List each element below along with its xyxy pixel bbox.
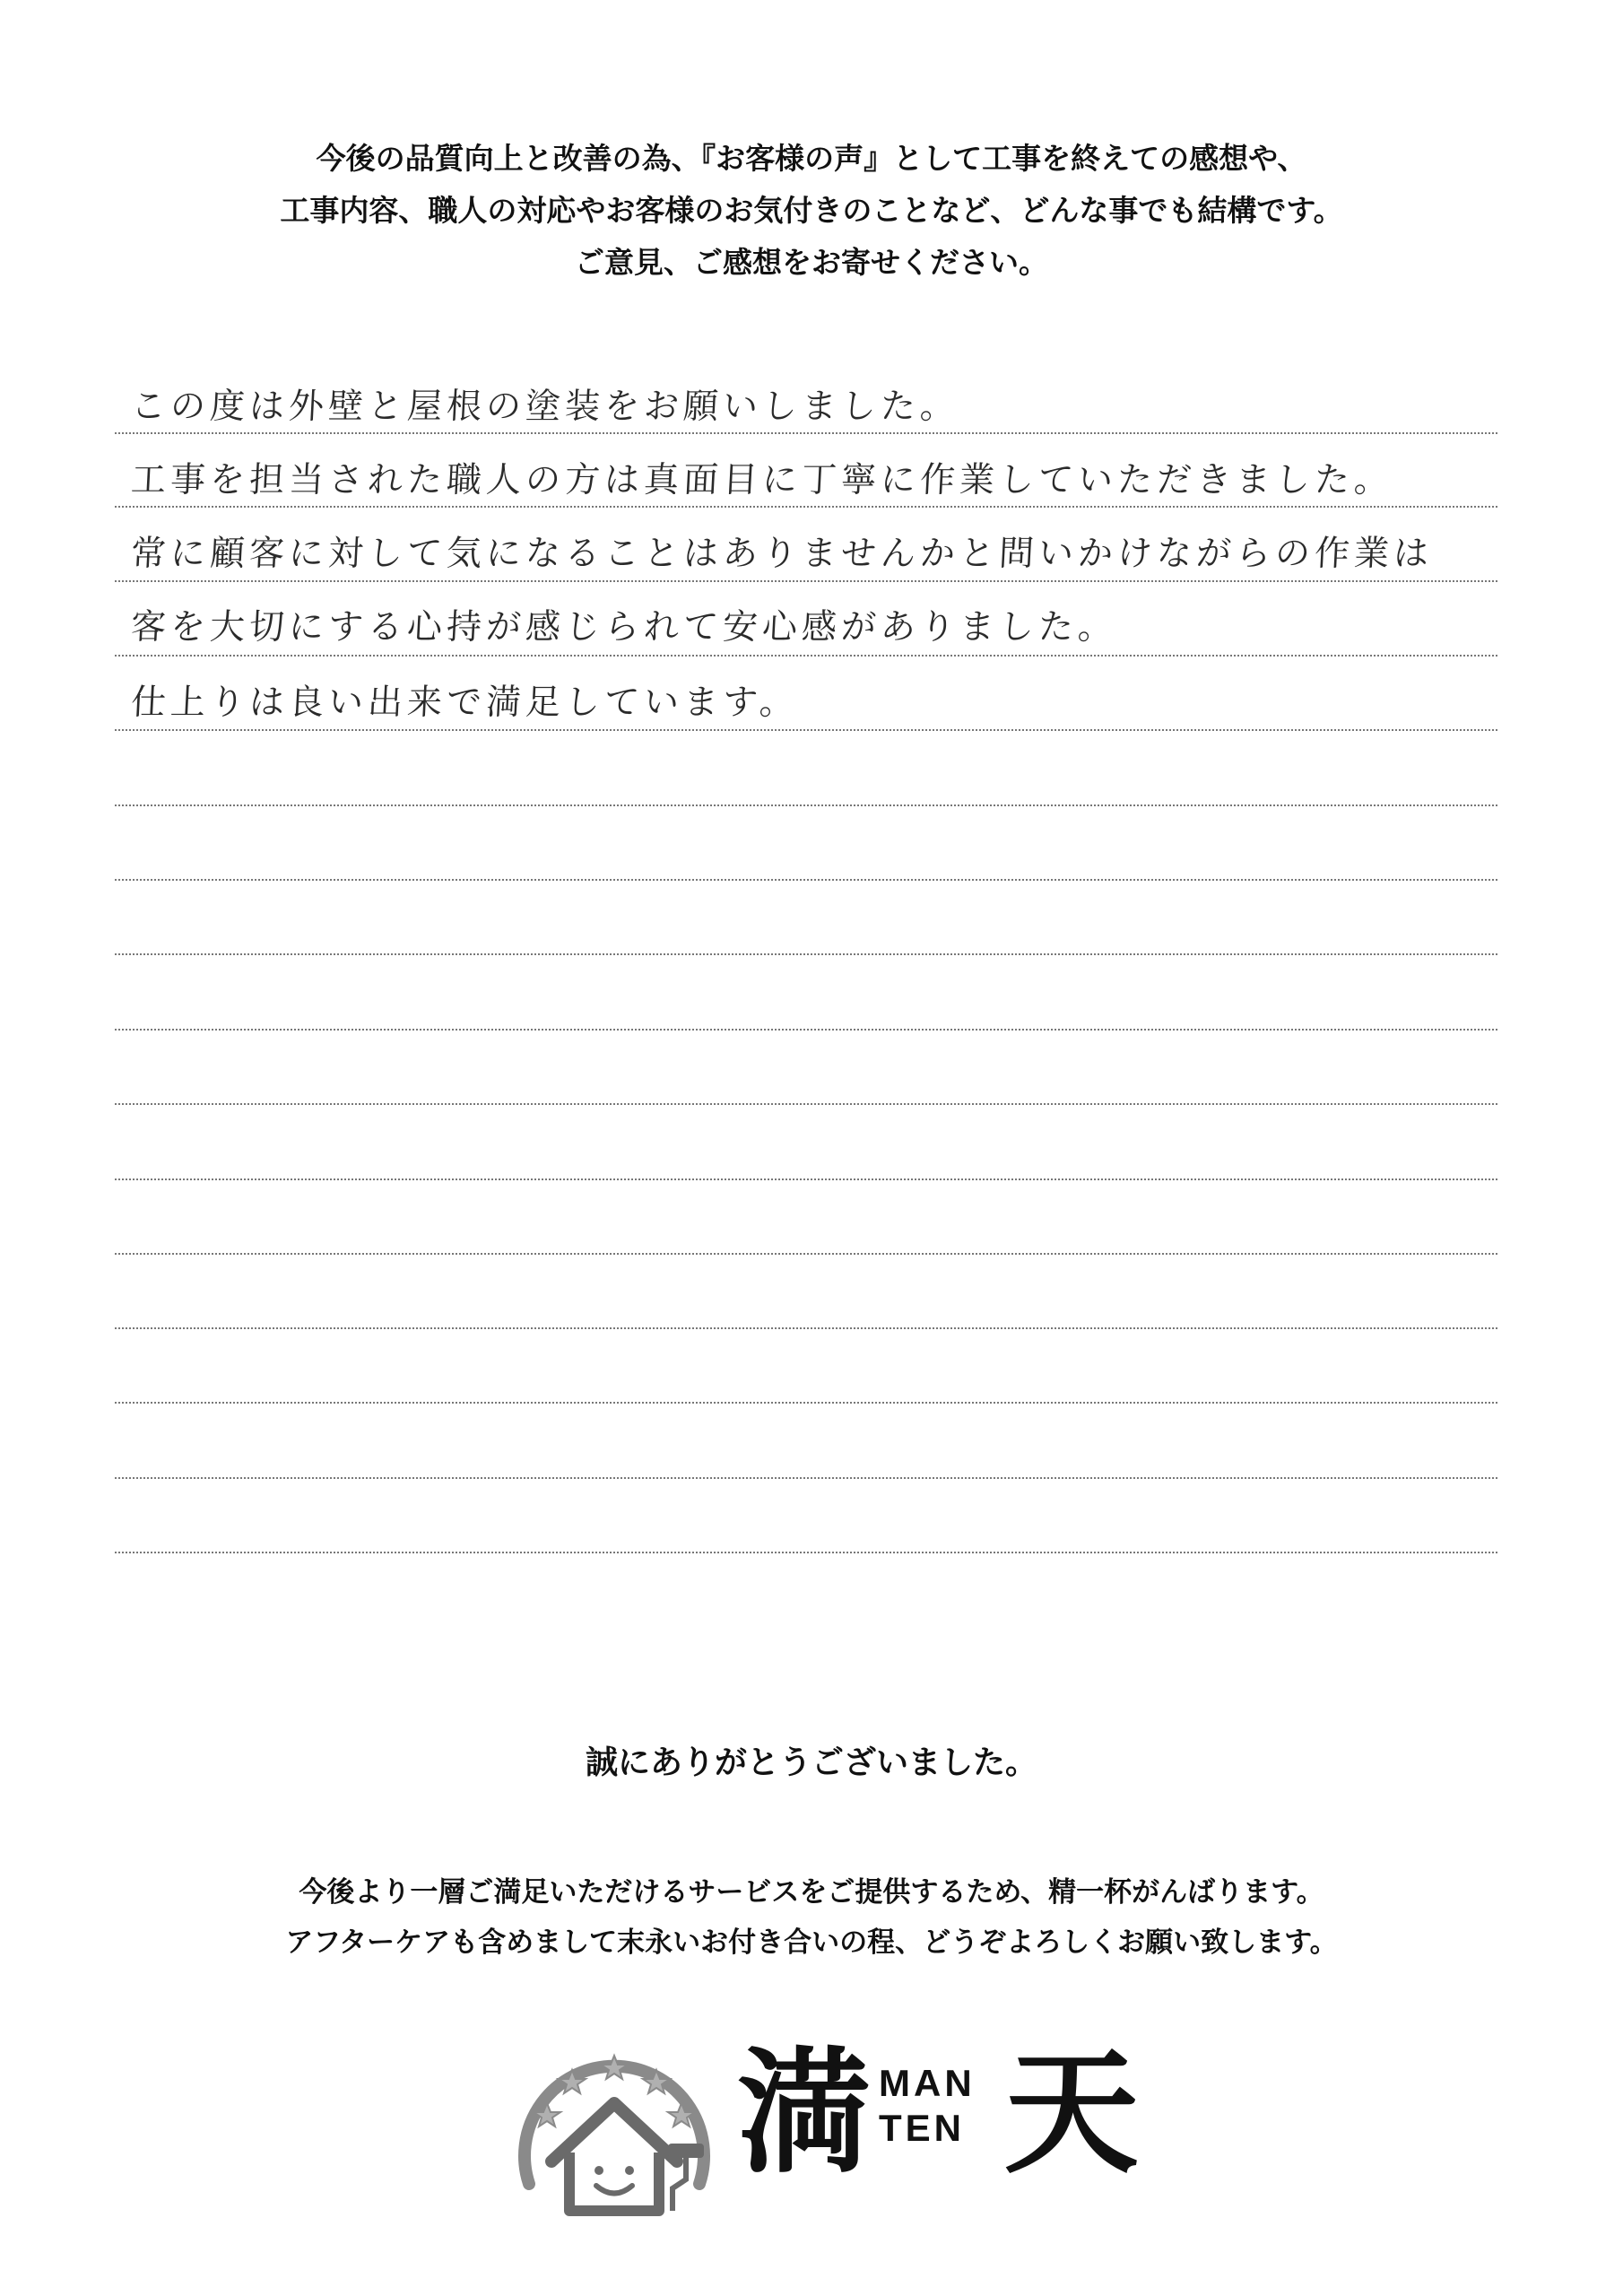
instruction-line: 今後の品質向上と改善の為、『お客様の声』として工事を終えての感想や、 xyxy=(316,141,1307,176)
ruled-line xyxy=(115,1552,1497,1553)
ruled-line xyxy=(115,1029,1497,1031)
handwritten-line: 常に顧客に対して気になることはありませんかと問いかけながらの作業は xyxy=(129,534,1435,574)
closing-line: 今後より一層ご満足いただけるサービスをご提供するため、精一杯がんばります。 xyxy=(299,1876,1324,1909)
comment-sheet xyxy=(115,377,1497,1632)
handwritten-line: 客を大切にする心持が感じられて安心感がありました。 xyxy=(129,607,1119,648)
handwritten-line: この度は外壁と屋根の塗装をお願いしました。 xyxy=(129,387,961,427)
house-with-stars-logo-icon xyxy=(502,2009,726,2233)
ruled-line xyxy=(115,1103,1497,1105)
logo-roman-text xyxy=(879,2061,976,2151)
thanks-message: 誠にありがとうございました。 xyxy=(585,1744,1037,1781)
ruled-line xyxy=(115,953,1497,955)
instruction-line: ご意見、ご感想をお寄せください。 xyxy=(575,245,1048,280)
logo-roman-bottom: TEN xyxy=(879,2107,965,2149)
logo-kanji-man: 満 xyxy=(737,2036,872,2192)
form-instructions xyxy=(0,133,1623,289)
handwritten-line: 工事を担当された職人の方は真面目に丁寧に作業していただきました。 xyxy=(129,460,1395,500)
logo-kanji-ten: 天 xyxy=(1004,2036,1140,2192)
instruction-line: 工事内容、職人の対応やお客様のお気付きのことなど、どんな事でも結構です。 xyxy=(280,193,1343,228)
ruled-line xyxy=(115,1402,1497,1404)
ruled-line xyxy=(115,879,1497,881)
ruled-line xyxy=(115,1327,1497,1329)
closing-message xyxy=(0,1867,1623,1968)
company-logo xyxy=(502,2000,1148,2242)
ruled-line xyxy=(115,1477,1497,1479)
ruled-line xyxy=(115,804,1497,806)
closing-line: アフターケアも含めまして末永いお付き合いの程、どうぞよろしくお願い致します。 xyxy=(285,1926,1338,1959)
handwritten-line: 仕上りは良い出来で満足しています。 xyxy=(129,683,801,723)
ruled-line xyxy=(115,1178,1497,1180)
ruled-line xyxy=(115,1253,1497,1255)
ruled-line xyxy=(115,655,1497,657)
logo-roman-top: MAN xyxy=(879,2062,976,2104)
